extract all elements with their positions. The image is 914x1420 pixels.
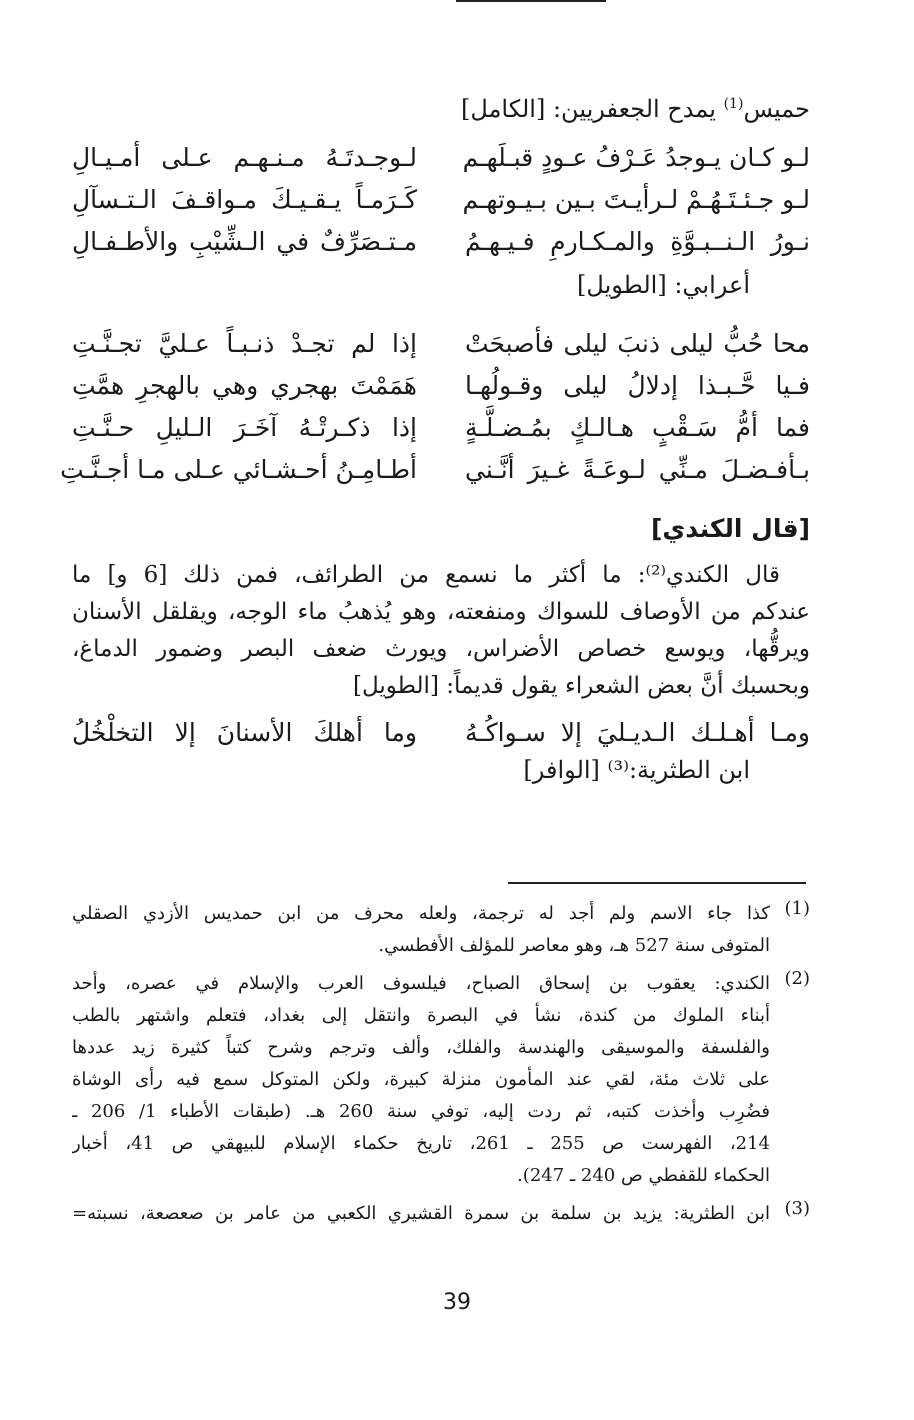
paragraph-line: وبحسبك أنَّ بعض الشعراء يقول قديماً: [الطويل]: [353, 673, 810, 699]
verse: [60, 448, 810, 490]
footnote: [72, 898, 810, 962]
page-body: [60, 92, 810, 787]
footnote-line: 214، الفهرست ص 255 ـ 261، تاريخ حكماء الإسلام للبيهقي ص 41، أخبار: [72, 1133, 770, 1154]
verse-first-hemistich: لـو جـئـتَـهُـمْ لـرأيـتَ بـين بـيـوتهـم: [462, 184, 810, 214]
footnote: [72, 1198, 810, 1230]
footnote-separator: [508, 882, 806, 884]
footnote-line: ابن الطثرية: يزيد بن سلمة بن سمرة القشيري الكعبي من عامر بن صعصعة، نسبته=: [72, 1203, 770, 1224]
footnote-line: كذا جاء الاسم ولم أجد له ترجمة، ولعله محرف من ابن حمديس الأزدي الصقلي: [72, 903, 770, 924]
poet-name: حميس: [743, 95, 810, 123]
verse: [72, 178, 810, 220]
footnote-line: أبناء الملوك من كندة، نشأ في البصرة وانتقل إلى بغداد، فتعلم واشتهر بالطب: [72, 1005, 770, 1026]
verse: [72, 322, 810, 364]
verse-first-hemistich: لـو كـان يـوجدُ عَـرْفُ عـودٍ قبـلَهـم: [462, 142, 810, 172]
verse-first-hemistich: فما أمُّ سَـقْبٍ هـالـكٍ بمُـضـلَّـةٍ: [465, 412, 810, 442]
verse: [72, 364, 810, 406]
verse-second-hemistich: وما أهلكَ الأسنانَ إلا التخلْخُلُ: [72, 717, 417, 747]
verse-second-hemistich: إذا لم تجـدْ ذنـبـاً عـليَّ تجـنَّـتِ: [72, 328, 417, 358]
footnote-line: المتوفى سنة 527 هـ، وهو معاصر للمؤلف الأفطسي.: [378, 935, 770, 956]
verse: [72, 136, 810, 178]
verse-first-hemistich: نـورُ الـنــبـوَّةِ والمـكـارمِ فـيـهـمُ: [465, 226, 810, 256]
poem3-intro: ابن الطثرية:⁽³⁾ [الوافر]: [523, 756, 750, 784]
footnote-line: على ثلاث مئة، لقي عند المأمون منزلة كبيرة، ولكن المتوكل سمع فيه رأى الوشاة: [72, 1069, 770, 1090]
verse-second-hemistich: مـتـصَرِّفٌ في الـشِّيْبِ والأطـفـالِ: [72, 226, 417, 256]
verse-first-hemistich: ومـا أهـلـك الـديـليَ إلا سـواكُـهُ: [465, 717, 810, 747]
section-heading: [قال الكندي]: [650, 514, 810, 543]
footnote: [72, 968, 810, 1192]
poem1-meter: يمدح الجعفريين: [الكامل]: [461, 95, 724, 123]
verse: [72, 220, 810, 262]
footnote-number: (1): [784, 898, 810, 919]
verse-second-hemistich: إذا ذكـرتْـهُ آخَـرَ الـليلِ حـنَّـتِ: [72, 412, 417, 442]
paragraph-line: ويرقُّها، ويوسع خصاص الأضراس، ويورث ضعف البصر وضمور الدماغ،: [72, 636, 810, 662]
footnote-line: الحكماء للقفطي ص 240 ـ 247).: [517, 1165, 770, 1186]
verse-second-hemistich: كَـرَمـاً يـقـيـكَ مـواقـفَ الـتـسآلِ: [72, 184, 417, 214]
footnotes: [72, 898, 810, 1236]
paragraph-line: قال الكندي⁽²⁾: ما أكثر ما نسمع من الطرائف، فمن ذلك [6 و] ما: [72, 562, 780, 588]
section-paragraph: [72, 557, 810, 705]
footnote-number: (3): [784, 1198, 810, 1219]
footnote-line: والفلسفة والموسيقى والهندسة والفلك، وألف وترجم وشرح كتباً كثيرة زيد عددها: [72, 1037, 770, 1058]
poem2-intro: أعرابي: [الطويل]: [577, 271, 750, 299]
verse-second-hemistich: أطـامِـنُ أحـشـائي عـلى مـا أجـنَّـتِ: [60, 454, 417, 484]
page-number: 39: [443, 1290, 471, 1315]
poem1-intro: [72, 92, 810, 126]
verse-second-hemistich: هَمَمْتَ بهجري وهي بالهجرِ همَّتِ: [72, 370, 417, 400]
verse: [72, 711, 810, 753]
verse-first-hemistich: محا حُبُّ ليلى ذنبَ ليلى فأصبحَتْ: [465, 328, 810, 358]
poem2: [60, 322, 810, 490]
verse-first-hemistich: فـيا حَّـبـذا إدلالُ ليلى وقـولُهـا: [465, 370, 810, 400]
verse: [72, 406, 810, 448]
verse-second-hemistich: لـوجـدتَـهُ مـنـهـم عـلى أمـيـالِ: [72, 142, 417, 172]
verse-first-hemistich: بـأفـضـلَ مـنِّي لـوعَـةً غـيرَ أنَّـني: [465, 454, 810, 484]
footnote-number: (2): [784, 968, 810, 989]
footnote-line: فضُرِب وأخذت كتبه، ثم ردت إليه، توفي سنة 260 هـ. (طبقات الأطباء 1/ 206 ـ: [72, 1101, 770, 1122]
footnote-ref-1: (1): [723, 96, 744, 112]
top-rule: [456, 0, 606, 2]
footnote-line: الكندي: يعقوب بن إسحاق الصباح، فيلسوف العرب والإسلام في عصره، وأحد: [72, 973, 770, 994]
paragraph-line: عندكم من الأوصاف للسواك ومنفعته، وهو يُذهبُ ماء الوجه، ويقلقل الأسنان: [72, 599, 810, 625]
poem1: [72, 136, 810, 262]
